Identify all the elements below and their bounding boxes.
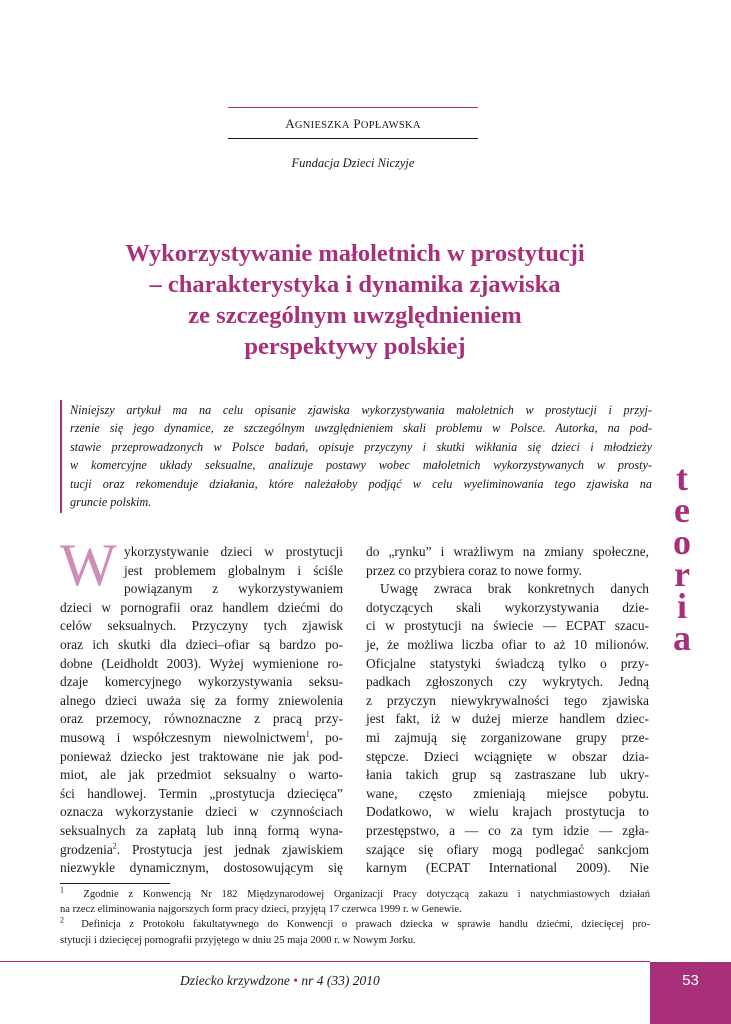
footnote-ref[interactable]: 2 [112,841,117,851]
text-line: dzieci w pornografii oraz handlem dziećmi do [60,599,343,615]
footnote-line: $^1$ Zgodnie z Konwencją Nr 182 Międzynarodowej Organizacji Pracy dotyczącą zakazu i natychmiastowych działań [60,885,651,900]
footnote-line: stytucji i dziecięcej pornografii przyjętego w dniu 25 maja 2000 r. w Nowym Jorku. [60,934,416,946]
text-line: padkach zgłoszonych czy wykrytych. Jedną [366,674,649,690]
text-line: Dodatkowo, w wielu krajach prostytucja to [366,804,649,820]
author-bottom-rule [228,138,478,139]
text-line: celów seksualnych. Przyczyny tych zjawisk [60,618,343,634]
abstract-line: w komercyjne układy seksualne, analizuje postawy wobec małoletnich wykorzystywanych w prosty- [70,458,652,473]
footnote-line: $^2$ Definicja z Protokołu fakultatywnego do Konwencji o prawach dziecka w sprawie handlu dziećmi, dziecięcej pro- [60,915,650,931]
page-number: 53 [682,972,699,989]
text-line: seksualnych za zapłatą lub inną formą wyna- [60,822,343,838]
text-line: Oficjalne statystyki świadczą tylko o przy- [366,655,649,671]
text-line: dobne (Leidholdt 2003). Wyżej wymienione ro- [60,655,343,671]
text-line: przestępstwo, a — co za tym idzie — zgła- [366,822,649,838]
abstract-line: tucji oraz rekomenduje działania, które należałoby podjąć w celu wyeliminowania tego zjawiska na [70,476,652,491]
section-label-teoria [652,458,712,658]
journal-name: Dziecko krzywdzone • nr 4 (33) 2010 [180,973,380,988]
author-name: AGNIESZKA POPŁAWSKA [285,116,421,131]
text-line: powiązanym z wykorzystywaniem [124,581,343,597]
drop-cap: W [60,532,117,598]
text-line: mi zajmują się zorganizowane grupy prze- [366,729,649,745]
text-line: niezwykle dynamicznym, dostosowującym się [60,860,343,876]
text-line: karnym (ECPAT International 2009). Nie [366,860,649,876]
affiliation: Fundacja Dzieci Niczyje [291,156,415,170]
body-column-left [60,543,343,878]
abstract-line: gruncie polskim. [70,495,152,510]
text-line: jest problemem globalnym i ściśle [124,562,343,578]
footer-rule [0,961,650,962]
text-line: oznacza wykorzystanie dzieci w czynnościach [60,804,343,820]
section-label-letter: t [676,458,688,498]
text-line: dotyczących skali wykorzystywania dzie- [366,599,649,615]
text-line: alnego dzieci uważa się za formy zniewolenia [60,692,343,708]
section-label-letter: o [673,522,691,562]
text-line: oraz ich skutki dla dzieci–ofiar są bardzo po- [60,636,343,652]
text-line: do „rynku” i wrażliwym na zmiany społeczne, [366,544,649,559]
abstract-line: Niniejszy artykuł ma na celu opisanie zjawiska wykorzystywania małoletnich w prostytucji i przyj- [70,403,652,417]
text-line: musową i współczesnym niewolnictwem$^1$, po- [60,729,343,745]
footnote-ref[interactable]: 1 [305,729,310,739]
text-line: przez co przybiera coraz to nowe formy. [366,562,582,578]
title-line: Wykorzystywanie małoletnich w prostytucji [125,240,585,267]
section-label-letter: e [674,490,690,530]
text-line: stępcze. Dzieci wciągnięte w obszar dzia- [366,748,649,764]
text-line: ponieważ dziecko jest traktowane nie jak pod- [60,748,343,764]
text-line: ci w prostytucji na świecie — ECPAT szacu- [366,618,649,634]
title-line: – charakterystyka i dynamika zjawiska [149,271,561,298]
title-line: perspektywy polskiej [244,333,466,360]
abstract-line: rzenie się jego dynamice, ze szczególnym uwzględnieniem skali problemu w Polsce. Autorka, na pod- [70,421,652,436]
section-label-letter: r [674,554,690,594]
text-line: wane, często zmieniają miejsce pobytu. [366,785,649,801]
text-line: dzaje komercyjnego wykorzystywania seksu- [60,674,343,690]
text-line: Uwagę zwraca brak konkretnych danych [380,581,649,597]
abstract-line: stawie przeprowadzonych w Polsce badań, opisuje przyczyny i skutki wikłania się dzieci i młodzieży [70,439,652,454]
author-top-rule [228,107,478,108]
text-line: je, że możliwa liczba ofiar to aż 10 milionów. [366,636,649,652]
body-column-right [366,543,649,878]
article-title [60,238,650,362]
text-line: miot, ale jak przedmiot seksualny o warto- [60,767,343,783]
footnote-line: na rzecz eliminowania najgorszych form pracy dzieci, przyjętą 17 czerwca 1999 r. w Genewie. [60,904,462,916]
footnote-rule [60,883,170,884]
title-line: ze szczególnym uwzględnieniem [188,302,522,329]
text-line: szające się ofiary mogą podlegać sankcjom [366,841,649,857]
text-line: grodzenia$^2$. Prostytucja jest jednak zjawiskiem [60,841,343,857]
abstract-bar [60,400,62,513]
text-line: jest fakt, iż w dużej mierze handlem dziec- [366,711,649,727]
abstract [70,401,652,511]
text-line: z przyczyn niewykrywalności tego zjawiska [366,692,649,708]
text-line: oraz przemocy, równoznaczne z pracą przy- [60,711,343,727]
footnotes [60,887,650,948]
text-line: ykorzystywanie dzieci w prostytucji [124,544,343,559]
section-label-letter: a [673,618,691,658]
text-line: łania takich grup są zastraszane lub ukry- [366,767,649,783]
text-line: ści handlowej. Termin „prostytucja dziecięca” [60,785,343,801]
section-label-letter: i [676,586,687,626]
